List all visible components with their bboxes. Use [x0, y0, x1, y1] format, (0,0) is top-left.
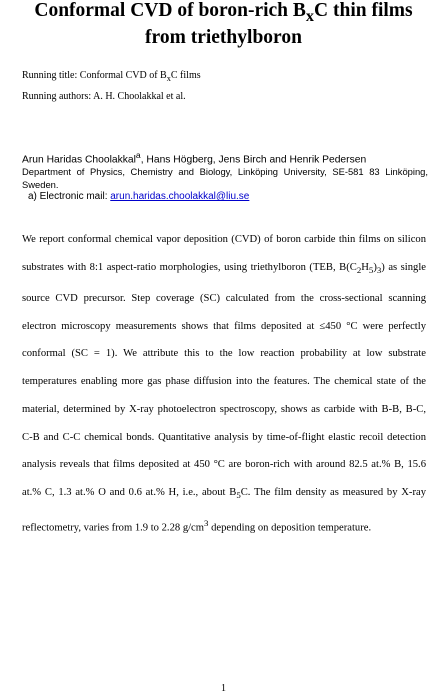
- title-line-1: Conformal CVD of boron-rich $B_xC$ thin films: [34, 0, 413, 25]
- title-line-2: from triethylboron: [145, 26, 302, 48]
- abstract: We report conformal chemical vapor deposition (CVD) of boron carbide thin films on silicon substrates with 8:1 aspect-ratio morphologies, using triethylboron (TEB, $B(C_2H_5)_3$) as single source CVD precursor. Step coverage (SC) calculated from the cross-sectional scanning electron microscopy measurements shows that films deposited at ≤450 °C were perfectly conformal (SC = 1). We attribute this to the low reaction probability at low substrate temperatures enabling more gas phase diffusion into the features. The chemical state of the material, determined by X-ray photoelectron spectroscopy, shows as carbide with B-B, B-C, C-B and C-C chemical bonds. Quantitative analysis by time-of-flight elastic recoil detection analysis reveals that films deposited at 450 °C are boron-rich with around 82.5 at.% B, 15.6 at.% C, 1.3 at.% O and 0.6 at.% H, i.e., about $B_5C$. The film density as measured by X-ray reflectometry, varies from 1.9 to 2.28 $g/cm^3$ depending on deposition temperature.: [22, 234, 426, 534]
- corresponding-email: a) Electronic mail: arun.haridas.choolakkal@liu.se: [28, 191, 250, 202]
- page-number: 1: [221, 683, 226, 694]
- title-subscript-x: x: [305, 6, 315, 25]
- author-list: Arun Haridas Choolakkal$^a$, Hans Högberg, Jens Birch and Henrik Pedersen: [22, 150, 367, 166]
- running-title: Running title: Conformal CVD of $B_xC$ films: [22, 70, 201, 83]
- running-authors: Running authors: A. H. Choolakkal et al.: [22, 91, 186, 102]
- email-link[interactable]: arun.haridas.choolakkal@liu.se: [110, 191, 250, 202]
- affiliation: Department of Physics, Chemistry and Biology, Linköping University, SE-581 83 Linköping, Sweden.: [22, 166, 428, 190]
- paper-title: [0, 0, 447, 49]
